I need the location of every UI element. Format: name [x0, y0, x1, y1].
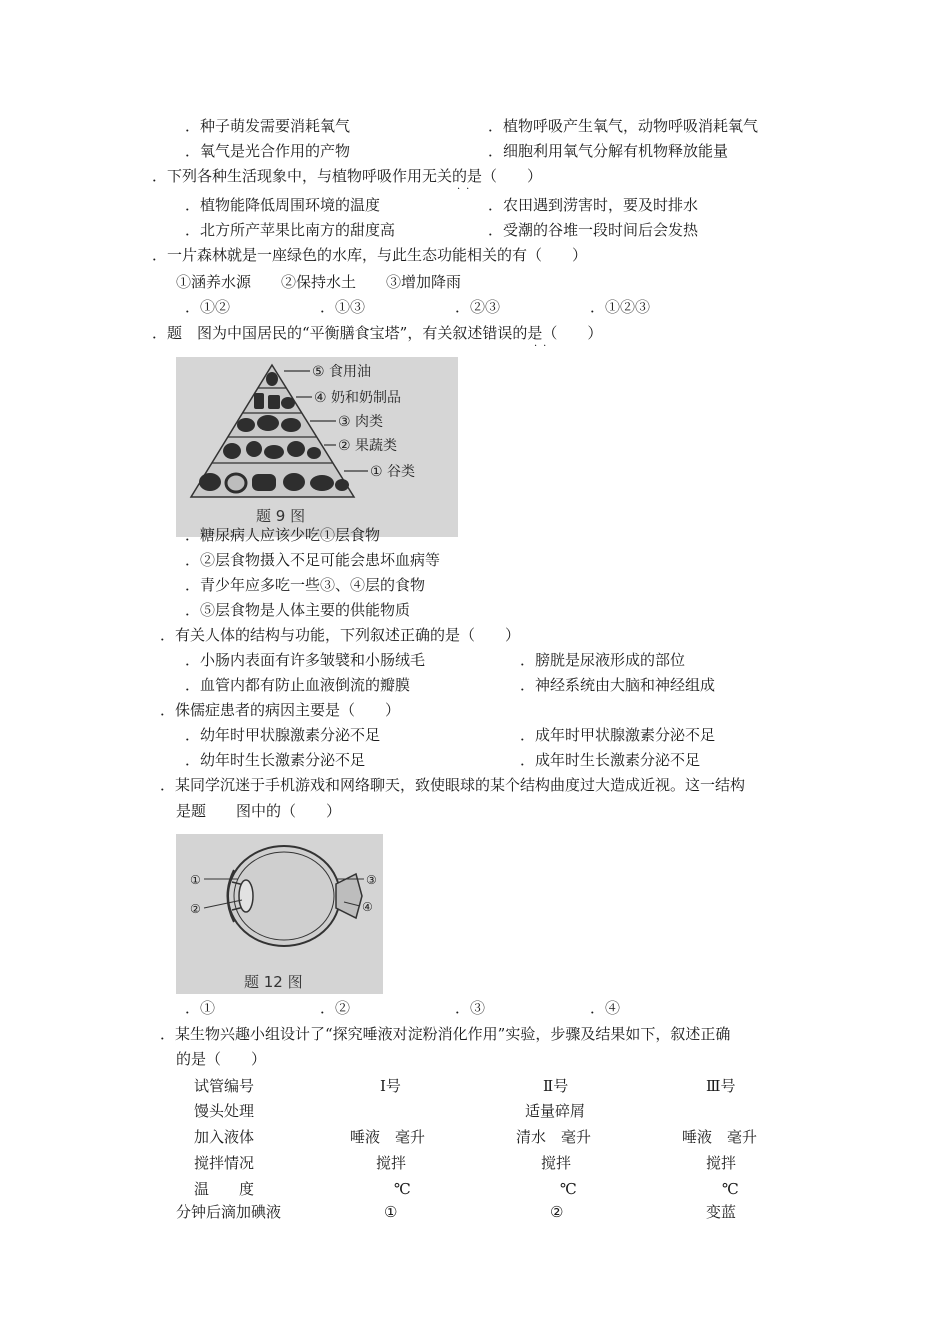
- table-cell: 温 度: [194, 1180, 255, 1198]
- q12-option-d: ．④: [590, 999, 621, 1017]
- q8-items: ①涵养水源 ②保持水土 ③增加降雨: [176, 273, 462, 291]
- eye-marker-3: ③: [366, 873, 377, 887]
- q10-option-d: ．神经系统由大脑和神经组成: [520, 676, 716, 694]
- q7-option-d: ．受潮的谷堆一段时间后会发热: [488, 221, 699, 239]
- q9-emphasis-dots: ··: [534, 341, 553, 352]
- pyramid-label-5: ⑤ 食用油: [312, 364, 372, 380]
- q6-option-d: ．细胞利用氧气分解有机物释放能量: [488, 142, 729, 160]
- q10-option-c: ．血管内都有防止血液倒流的瓣膜: [185, 676, 411, 694]
- q12-option-a: ．①: [185, 999, 216, 1017]
- table-cell: 加入液体: [194, 1128, 255, 1146]
- q6-option-c: ．氧气是光合作用的产物: [185, 142, 351, 160]
- table-cell: 搅拌: [706, 1154, 737, 1172]
- q10-option-b: ．膀胱是尿液形成的部位: [520, 651, 686, 669]
- q6-option-a: ．种子萌发需要消耗氧气: [185, 117, 351, 135]
- q9-option-a: ．糖尿病人应该少吃①层食物: [185, 526, 381, 544]
- table-cell: 搅拌: [376, 1154, 407, 1172]
- q10-stem: ．有关人体的结构与功能，下列叙述正确的是（ ）: [160, 626, 521, 644]
- table-cell: 唾液 毫升: [350, 1128, 426, 1146]
- table-cell: ℃: [722, 1180, 739, 1198]
- q13-stem-line-2: 的是（ ）: [176, 1050, 267, 1068]
- table-cell: ℃: [560, 1180, 577, 1198]
- table-cell: Ⅱ号: [543, 1077, 569, 1095]
- q6-option-b: ．植物呼吸产生氧气，动物呼吸消耗氧气: [488, 117, 759, 135]
- q9-stem: ．题 图为中国居民的“平衡膳食宝塔”，有关叙述错误的是（ ）: [152, 324, 603, 342]
- figure-9-caption: 题 9 图: [256, 507, 306, 525]
- pyramid-label-2: ② 果蔬类: [338, 438, 398, 454]
- table-cell: 变蓝: [706, 1203, 737, 1221]
- table-cell: 搅拌情况: [194, 1154, 255, 1172]
- q11-option-b: ．成年时甲状腺激素分泌不足: [520, 726, 716, 744]
- q7-option-a: ．植物能降低周围环境的温度: [185, 196, 381, 214]
- pyramid-label-4: ④ 奶和奶制品: [314, 390, 402, 406]
- q8-option-c: ．②③: [455, 298, 501, 316]
- table-cell: 搅拌: [541, 1154, 572, 1172]
- q12-stem-line-1: ．某同学沉迷于手机游戏和网络聊天，致使眼球的某个结构曲度过大造成近视。这一结构: [160, 776, 746, 794]
- table-cell: ②: [550, 1203, 564, 1221]
- table-cell: 馒头处理: [194, 1102, 255, 1120]
- q9-option-c: ．青少年应多吃一些③、④层的食物: [185, 576, 426, 594]
- q8-option-a: ．①②: [185, 298, 231, 316]
- eye-figure: [176, 834, 383, 994]
- q11-option-d: ．成年时生长激素分泌不足: [520, 751, 701, 769]
- q7-option-b: ．农田遇到涝害时，要及时排水: [488, 196, 699, 214]
- q7-option-c: ．北方所产苹果比南方的甜度高: [185, 221, 396, 239]
- food-pyramid-figure: [176, 357, 458, 537]
- table-cell: 适量碎屑: [525, 1102, 586, 1120]
- q8-option-b: ．①③: [320, 298, 366, 316]
- q10-option-a: ．小肠内表面有许多皱襞和小肠绒毛: [185, 651, 426, 669]
- eye-marker-2: ②: [190, 902, 201, 916]
- q8-option-d: ．①②③: [590, 298, 651, 316]
- q13-stem-line-1: ．某生物兴趣小组设计了“探究唾液对淀粉消化作用”实验，步骤及结果如下，叙述正确: [160, 1025, 731, 1043]
- pyramid-label-3: ③ 肉类: [338, 414, 384, 430]
- eye-marker-1: ①: [190, 873, 201, 887]
- q9-option-b: ．②层食物摄入不足可能会患坏血病等: [185, 551, 441, 569]
- table-cell: Ⅰ号: [380, 1077, 401, 1095]
- table-cell: 试管编号: [194, 1077, 255, 1095]
- q8-stem: ．一片森林就是一座绿色的水库，与此生态功能相关的有（ ）: [152, 246, 588, 264]
- q11-stem: ．侏儒症患者的病因主要是（ ）: [160, 701, 401, 719]
- eye-diagram: [176, 834, 383, 994]
- eye-marker-4: ④: [362, 900, 373, 914]
- figure-12-caption: 题 12 图: [244, 973, 303, 991]
- q7-stem: ．下列各种生活现象中，与植物呼吸作用无关的是（ ）: [152, 167, 543, 185]
- q12-option-c: ．③: [455, 999, 486, 1017]
- table-cell: 清水 毫升: [516, 1128, 592, 1146]
- table-cell: Ⅲ号: [706, 1077, 736, 1095]
- food-pyramid-diagram: [176, 357, 458, 537]
- table-cell: ①: [384, 1203, 398, 1221]
- q12-stem-line-2: 是题 图中的（ ）: [176, 802, 342, 820]
- q12-option-b: ．②: [320, 999, 351, 1017]
- q11-option-a: ．幼年时甲状腺激素分泌不足: [185, 726, 381, 744]
- pyramid-label-1: ① 谷类: [370, 464, 416, 480]
- q7-emphasis-dots: ··: [457, 184, 476, 195]
- table-cell: 唾液 毫升: [682, 1128, 758, 1146]
- table-cell: 分钟后滴加碘液: [176, 1203, 282, 1221]
- table-cell: ℃: [394, 1180, 411, 1198]
- q11-option-c: ．幼年时生长激素分泌不足: [185, 751, 366, 769]
- q9-option-d: ．⑤层食物是人体主要的供能物质: [185, 601, 411, 619]
